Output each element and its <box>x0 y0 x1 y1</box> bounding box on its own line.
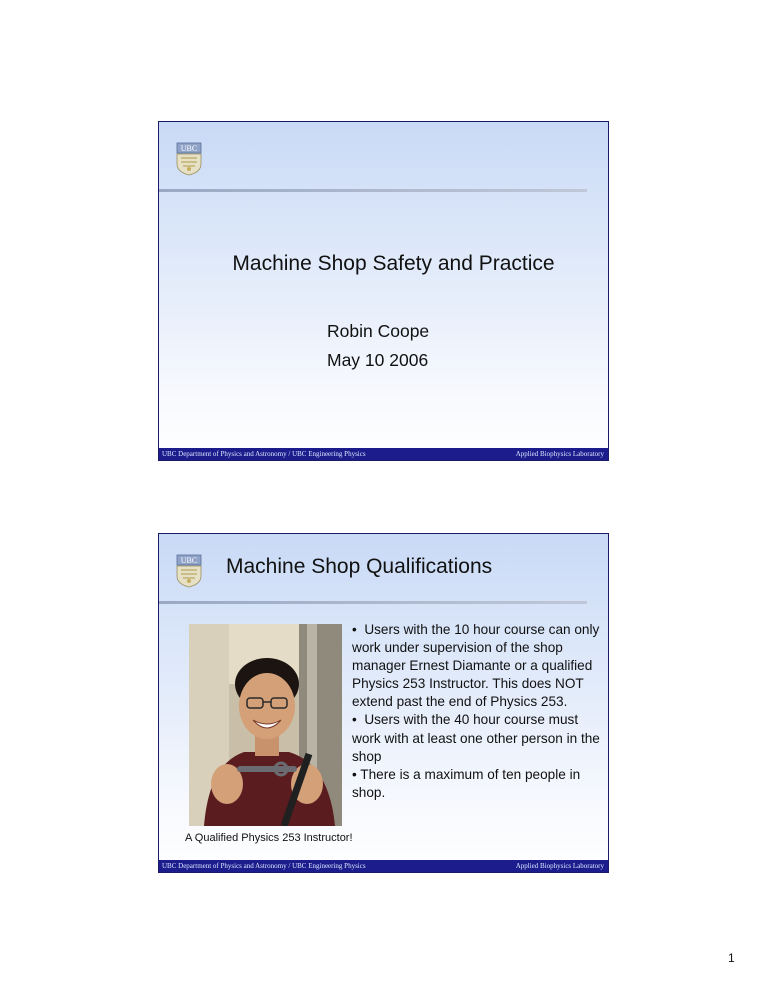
page-number: 1 <box>728 951 735 965</box>
ubc-logo-icon <box>176 554 202 588</box>
footer-left-text: UBC Department of Physics and Astronomy / UBC Engineering Physics <box>162 862 366 870</box>
footer-left-text: UBC Department of Physics and Astronomy / UBC Engineering Physics <box>162 450 366 458</box>
ubc-logo-icon <box>176 142 202 176</box>
footer-right-text: Applied Biophysics Laboratory <box>515 862 604 870</box>
presentation-date: May 10 2006 <box>327 350 429 370</box>
svg-text:UBC: UBC <box>180 144 198 153</box>
slide-title: Machine Shop Safety and Practice <box>232 252 555 275</box>
title-divider <box>159 601 587 604</box>
bullet-item: • There is a maximum of ten people in shop. <box>352 766 584 800</box>
bullet-item: • Users with the 10 hour course can only work under supervision of the shop manager Ernest Diamante or a qualified Physics 253 Instructor. This does NOT extend past the end of Physics 253. <box>352 622 604 710</box>
bullet-list <box>352 621 602 802</box>
slide-1 <box>158 121 609 461</box>
slide-footer <box>159 860 608 872</box>
slide-title: Machine Shop Qualifications <box>226 555 493 578</box>
bullet-item: • Users with the 40 hour course must work with at least one other person in the shop <box>352 712 604 764</box>
instructor-photo <box>189 624 342 826</box>
slide-2 <box>158 533 609 873</box>
photo-caption: A Qualified Physics 253 Instructor! <box>185 832 353 844</box>
svg-text:UBC: UBC <box>180 556 198 565</box>
author-name: Robin Coope <box>327 321 430 341</box>
title-divider <box>159 189 587 192</box>
author-block <box>327 317 429 375</box>
footer-right-text: Applied Biophysics Laboratory <box>515 450 604 458</box>
slide-footer <box>159 448 608 460</box>
